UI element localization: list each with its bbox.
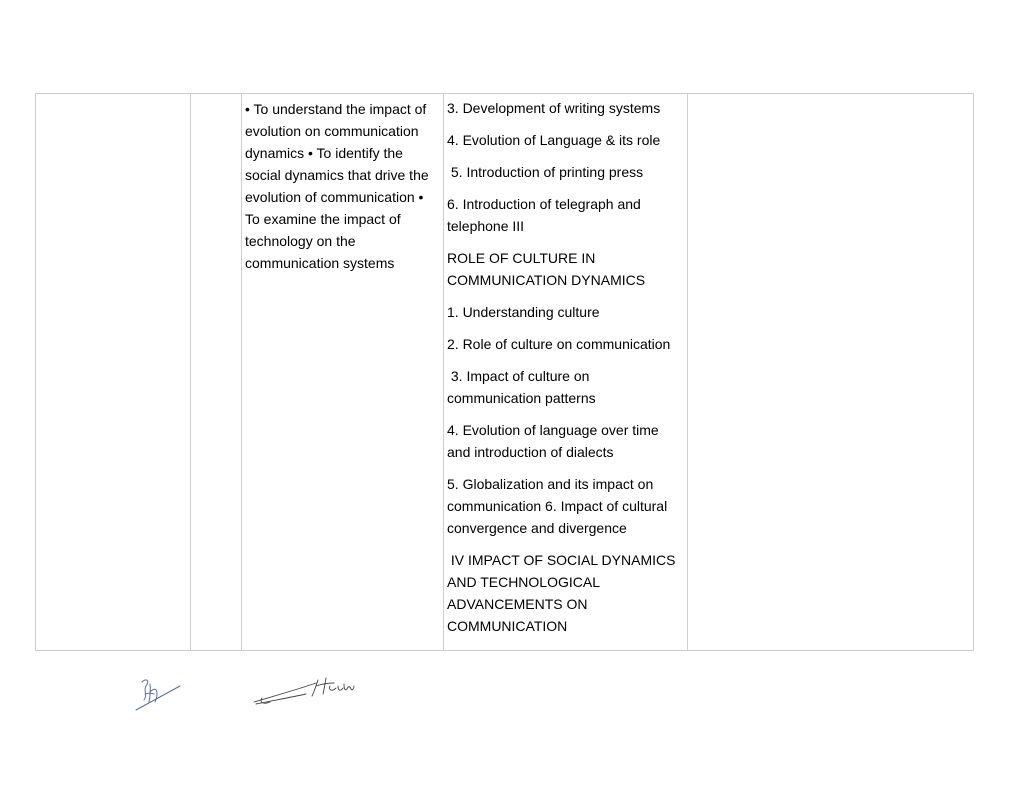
table-cell-unit <box>36 94 191 651</box>
content-item: 2. Role of culture on communication <box>447 336 671 352</box>
content-item: 3. Impact of culture on communication patterns <box>447 368 596 406</box>
content-item: 3. Development of writing systems <box>447 100 661 116</box>
syllabus-table <box>35 93 974 651</box>
content-item: 4. Evolution of language over time and introduction of dialects <box>447 422 659 460</box>
signature-2-image <box>250 674 360 708</box>
table-cell-hours <box>191 94 242 651</box>
objectives-text: • To understand the impact of evolution on communication dynamics • To identify the social dynamics that drive the evolution of communication • To examine the impact of technology on the communication systems <box>245 101 429 271</box>
content-item: IV IMPACT OF SOCIAL DYNAMICS AND TECHNOLOGICAL ADVANCEMENTS ON COMMUNICATION <box>447 552 679 634</box>
content-item: 1. Understanding culture <box>447 304 600 320</box>
signature-area <box>0 660 1024 730</box>
content-item: 5. Introduction of printing press <box>447 164 644 180</box>
table-row <box>36 94 974 651</box>
content-item: ROLE OF CULTURE IN COMMUNICATION DYNAMICS <box>447 250 646 288</box>
table-cell-objectives <box>242 94 444 651</box>
table-cell-remarks <box>688 94 974 651</box>
content-item: 6. Introduction of telegraph and telephone III <box>447 196 641 234</box>
content-item: 5. Globalization and its impact on communication 6. Impact of cultural convergence and divergence <box>447 476 668 536</box>
table-cell-content <box>444 94 688 651</box>
signature-1-image <box>132 670 184 714</box>
content-item: 4. Evolution of Language & its role <box>447 132 661 148</box>
